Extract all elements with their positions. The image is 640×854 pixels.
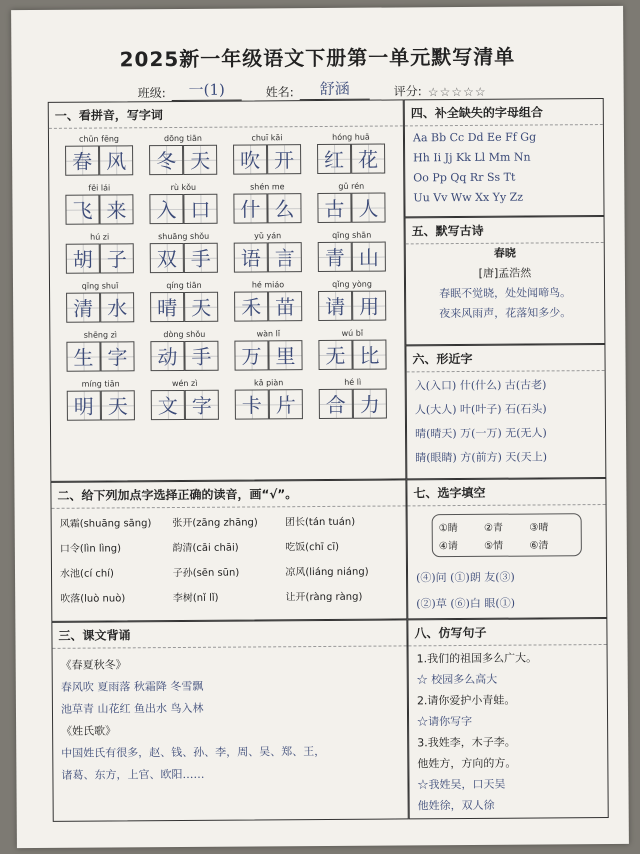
tianzige-box [310, 290, 394, 321]
handwritten-char[interactable]: 卡 [235, 389, 269, 419]
handwritten-char[interactable]: 红 [317, 144, 351, 174]
handwritten-char[interactable]: 禾 [234, 291, 268, 321]
letter-row[interactable]: Hh Ii Jj Kk Ll Mm Nn [413, 150, 531, 165]
handwritten-char[interactable]: 字 [100, 341, 134, 371]
fill-answers[interactable] [408, 562, 606, 619]
poem-line[interactable]: 夜来风雨声，花落知多少。 [439, 306, 572, 321]
handwritten-char[interactable]: 水 [100, 292, 134, 322]
pinyin-label: fēi lái [88, 183, 111, 193]
word-item [58, 330, 142, 372]
handwritten-char[interactable]: 里 [268, 340, 302, 370]
section-heading: 二、给下列加点字选择正确的读音，画“√”。 [51, 480, 405, 508]
handwritten-char[interactable]: 花 [351, 144, 385, 174]
pronunciation-item[interactable]: 水池(cí chí) [59, 568, 114, 580]
handwritten-char[interactable]: 用 [352, 291, 386, 321]
pinyin-label: dōng tiān [163, 133, 203, 144]
tianzige-box [142, 341, 226, 372]
pronunciation-item[interactable]: 团长(tán tuán) [284, 516, 356, 529]
class-value[interactable]: 一(1) [172, 79, 242, 101]
section-imitate [407, 618, 608, 819]
pinyin-label: wén zì [171, 378, 198, 389]
word-item [226, 280, 310, 322]
handwritten-char[interactable]: 比 [352, 340, 386, 370]
word-item [142, 330, 226, 372]
section-letters [404, 98, 605, 217]
recite-line[interactable]: 中国姓氏有很多，赵、钱、孙、李，周、吴、郑、王， [61, 744, 326, 760]
letters-body[interactable] [405, 125, 604, 210]
tianzige-box [142, 292, 226, 323]
answer-line[interactable]: ☆ 校园多么高大 [416, 672, 498, 687]
handwritten-char[interactable]: 胡 [66, 244, 100, 274]
handwritten-char[interactable]: 冬 [149, 145, 183, 175]
choice-option: ⑥清 [529, 540, 549, 552]
handwritten-char[interactable]: 青 [318, 242, 352, 272]
tianzige-box [225, 144, 309, 175]
page-title: 2025新一年级语文下册第一单元默写清单 [119, 44, 516, 72]
word-item [226, 231, 310, 273]
poem-title: 《春夏秋冬》 [60, 658, 127, 672]
tianzige-box [226, 340, 310, 371]
pronunciation-item[interactable]: 让开(ràng ràng) [285, 591, 363, 604]
handwritten-char[interactable]: 万 [234, 340, 268, 370]
handwritten-char[interactable]: 请 [318, 291, 352, 321]
pinyin-label: wàn lǐ [256, 329, 281, 339]
word-item [141, 134, 225, 176]
section-pronunciation [50, 479, 407, 621]
tianzige-box [141, 145, 225, 176]
handwritten-char[interactable]: 么 [267, 193, 301, 223]
tianzige-box [226, 291, 310, 322]
similar-row[interactable]: 晴(晴天) 万(一万) 无(无人) [415, 426, 547, 441]
sentence: 1.我们的祖国多么广大。 [416, 651, 538, 666]
poem-line[interactable]: 春眠不觉晓，处处闻啼鸟。 [439, 286, 572, 301]
word-item [310, 328, 394, 370]
section-heading: 六、形近字 [406, 345, 604, 372]
choice-option: ④请 [438, 541, 458, 553]
recite-line[interactable]: 池草青 山花红 鱼出水 鸟入林 [60, 701, 204, 716]
word-item [58, 232, 142, 274]
choice-option: ①睛 [438, 523, 458, 535]
recite-line[interactable]: 春风吹 夏雨落 秋霜降 冬雪飘 [60, 679, 204, 694]
tianzige-box [309, 143, 393, 174]
handwritten-char[interactable]: 苗 [268, 291, 302, 321]
handwritten-char[interactable]: 来 [99, 194, 133, 224]
handwritten-char[interactable]: 春 [65, 146, 99, 176]
tianzige-box [141, 194, 225, 225]
tianzige-box [58, 292, 142, 323]
tianzige-box [309, 192, 393, 223]
poem-title: 春晓 [493, 246, 516, 260]
word-item [142, 281, 226, 323]
pinyin-label: qíng tiān [166, 280, 202, 291]
sentence: 2.请你爱护小青蛙。 [416, 693, 516, 708]
word-item [57, 134, 141, 176]
handwritten-char[interactable]: 生 [66, 342, 100, 372]
pinyin-label: qīng shān [332, 230, 372, 240]
section-fill [406, 478, 607, 619]
pinyin-label: chūn fēng [78, 134, 120, 144]
name-label: 姓名: [265, 85, 294, 100]
handwritten-char[interactable]: 言 [268, 242, 302, 272]
tianzige-box [226, 242, 310, 273]
section-similar [405, 344, 606, 479]
handwritten-char[interactable]: 晴 [150, 292, 184, 322]
pinyin-label: shēng zì [83, 330, 118, 340]
word-item [227, 378, 311, 420]
tianzige-box [310, 339, 394, 370]
pinyin-label: shén me [250, 182, 285, 192]
pinyin-label: dòng shǒu [163, 329, 206, 340]
letter-row[interactable]: Oo Pp Qq Rr Ss Tt [413, 170, 516, 185]
class-label: 班级: [137, 86, 166, 101]
tianzige-box [59, 390, 143, 421]
similar-row[interactable]: 人(大人) 叶(叶子) 石(石头) [414, 402, 547, 417]
handwritten-char[interactable]: 无 [318, 340, 352, 370]
letter-row[interactable]: Aa Bb Cc Dd Ee Ff Gg [412, 130, 537, 145]
handwritten-char[interactable]: 吹 [233, 144, 267, 174]
section-heading: 七、选字填空 [407, 479, 605, 506]
fill-row[interactable]: (④)问 (①)朗 友(③) [416, 570, 515, 585]
handwritten-char[interactable]: 天 [183, 145, 217, 175]
word-item [310, 279, 394, 321]
word-item [59, 379, 143, 421]
poem-author: [唐]孟浩然 [478, 266, 532, 280]
tianzige-box [57, 145, 141, 176]
section-recite [51, 619, 408, 821]
handwritten-char[interactable]: 力 [353, 389, 387, 419]
word-item [226, 329, 310, 371]
handwritten-char[interactable]: 古 [317, 193, 351, 223]
name-value[interactable]: 舒涵 [300, 78, 370, 100]
sentence: 他姓方，方向的方。 [417, 756, 517, 771]
pinyin-label: rù kǒu [170, 182, 197, 193]
imitate-body [409, 645, 608, 818]
recite-text [53, 646, 408, 792]
answer-line[interactable]: ☆我姓吴，口天吴 [417, 777, 506, 792]
word-item [143, 379, 227, 421]
section-heading: 八、仿写句子 [408, 619, 606, 646]
handwritten-char[interactable]: 合 [319, 389, 353, 419]
handwritten-char[interactable]: 明 [67, 391, 101, 421]
handwritten-char[interactable]: 天 [184, 292, 218, 322]
tianzige-box [310, 241, 394, 272]
choice-option: ②青 [484, 522, 504, 534]
recite-line[interactable]: 诸葛、东方，上官、欧阳…… [61, 767, 205, 782]
pronunciation-item[interactable]: 子孙(sēn sūn) [172, 567, 240, 580]
letter-row[interactable]: Uu Vv Ww Xx Yy Zz [413, 190, 524, 205]
info-bar [138, 77, 487, 101]
similar-row[interactable]: 睛(眼睛) 方(前方) 天(天上) [415, 450, 548, 465]
handwritten-char[interactable]: 山 [352, 242, 386, 272]
handwritten-char[interactable]: 风 [99, 145, 133, 175]
word-item [310, 230, 394, 272]
word-item [58, 281, 142, 323]
handwritten-char[interactable]: 子 [100, 243, 134, 273]
word-item [225, 133, 309, 175]
pinyin-label: yǔ yán [254, 231, 282, 241]
tianzige-box [225, 193, 309, 224]
poem-title: 《姓氏歌》 [61, 724, 117, 738]
pinyin-label: gǔ rén [338, 181, 365, 191]
handwritten-char[interactable]: 动 [150, 341, 184, 371]
pinyin-label: qīng shuǐ [81, 281, 119, 291]
tianzige-box [227, 389, 311, 420]
word-item [309, 181, 393, 223]
answer-line[interactable]: ☆请你写字 [417, 714, 473, 729]
handwritten-char[interactable]: 什 [233, 193, 267, 223]
pinyin-label: qǐng yòng [332, 279, 372, 289]
section-poem [405, 216, 606, 345]
handwritten-char[interactable]: 语 [234, 242, 268, 272]
word-item [225, 182, 309, 224]
word-item [57, 183, 141, 225]
pronunciation-item[interactable]: 凉风(liáng niáng) [285, 566, 369, 579]
handwritten-char[interactable]: 开 [267, 144, 301, 174]
pronunciation-list [52, 506, 407, 610]
handwritten-char[interactable]: 天 [101, 390, 135, 420]
pinyin-label: hóng huā [332, 132, 370, 142]
poem-body [406, 243, 605, 324]
tianzige-box [311, 388, 395, 419]
handwritten-char[interactable]: 飞 [65, 195, 99, 225]
pronunciation-item[interactable]: 张开(zāng zhāng) [172, 517, 258, 530]
handwritten-char[interactable]: 手 [184, 243, 218, 273]
pinyin-label: hé miáo [251, 280, 285, 290]
word-item [309, 132, 393, 174]
pinyin-label: hú zi [90, 232, 110, 242]
section-heading: 三、课文背诵 [52, 620, 406, 648]
tianzige-box [58, 243, 142, 274]
similar-body[interactable] [407, 371, 606, 472]
pinyin-label: kǎ piàn [253, 378, 284, 388]
handwritten-char[interactable]: 清 [66, 293, 100, 323]
sentence: 3.我姓李，木子李。 [417, 735, 516, 750]
tianzige-box [57, 194, 141, 225]
word-item [142, 232, 226, 274]
word-item [311, 377, 395, 419]
pronunciation-item[interactable]: 风霜(shuāng sāng) [59, 518, 152, 530]
section-pinyin [48, 99, 407, 481]
score-label: 评分: [393, 84, 422, 99]
word-grid [49, 126, 405, 428]
tianzige-box [58, 341, 142, 372]
choice-box [432, 513, 582, 557]
pronunciation-item[interactable]: 口令(lìn lìng) [59, 543, 122, 555]
handwritten-char[interactable]: 字 [185, 390, 219, 420]
pinyin-label: hé lì [344, 377, 362, 387]
choice-option: ⑤情 [484, 540, 504, 552]
answer-line[interactable]: 他姓徐，双人徐 [417, 798, 495, 813]
pinyin-label: shuāng shǒu [158, 231, 210, 242]
handwritten-char[interactable]: 入 [149, 194, 183, 224]
similar-row[interactable]: 入(入口) 什(什么) 古(古老) [414, 378, 547, 393]
choice-option: ③晴 [529, 522, 549, 534]
pronunciation-item[interactable]: 吃饭(chī cī) [285, 541, 340, 554]
fill-row[interactable]: (②)草 (⑥)白 眼(①) [416, 596, 516, 611]
pronunciation-item[interactable]: 李树(nǐ lǐ) [172, 592, 219, 605]
pinyin-label: chuī kāi [251, 133, 283, 143]
score-stars: ☆☆☆☆☆ [427, 84, 487, 100]
pinyin-label: wú bǐ [341, 328, 364, 338]
handwritten-char[interactable]: 人 [351, 193, 385, 223]
handwritten-char[interactable]: 文 [151, 390, 185, 420]
worksheet [11, 6, 629, 848]
word-item [141, 183, 225, 225]
handwritten-char[interactable]: 口 [183, 194, 217, 224]
section-heading: 一、看拼音，写字词 [49, 100, 403, 128]
tianzige-box [143, 390, 227, 421]
tianzige-box [142, 243, 226, 274]
handwritten-char[interactable]: 双 [150, 243, 184, 273]
pronunciation-item[interactable]: 韵清(cāi chāi) [172, 542, 239, 555]
handwritten-char[interactable]: 片 [269, 389, 303, 419]
pinyin-label: míng tiān [81, 379, 120, 389]
section-heading: 四、补全缺失的字母组合 [405, 99, 603, 126]
pronunciation-item[interactable]: 吹落(luò nuò) [60, 593, 126, 605]
handwritten-char[interactable]: 手 [184, 341, 218, 371]
section-heading: 五、默写古诗 [406, 217, 604, 244]
